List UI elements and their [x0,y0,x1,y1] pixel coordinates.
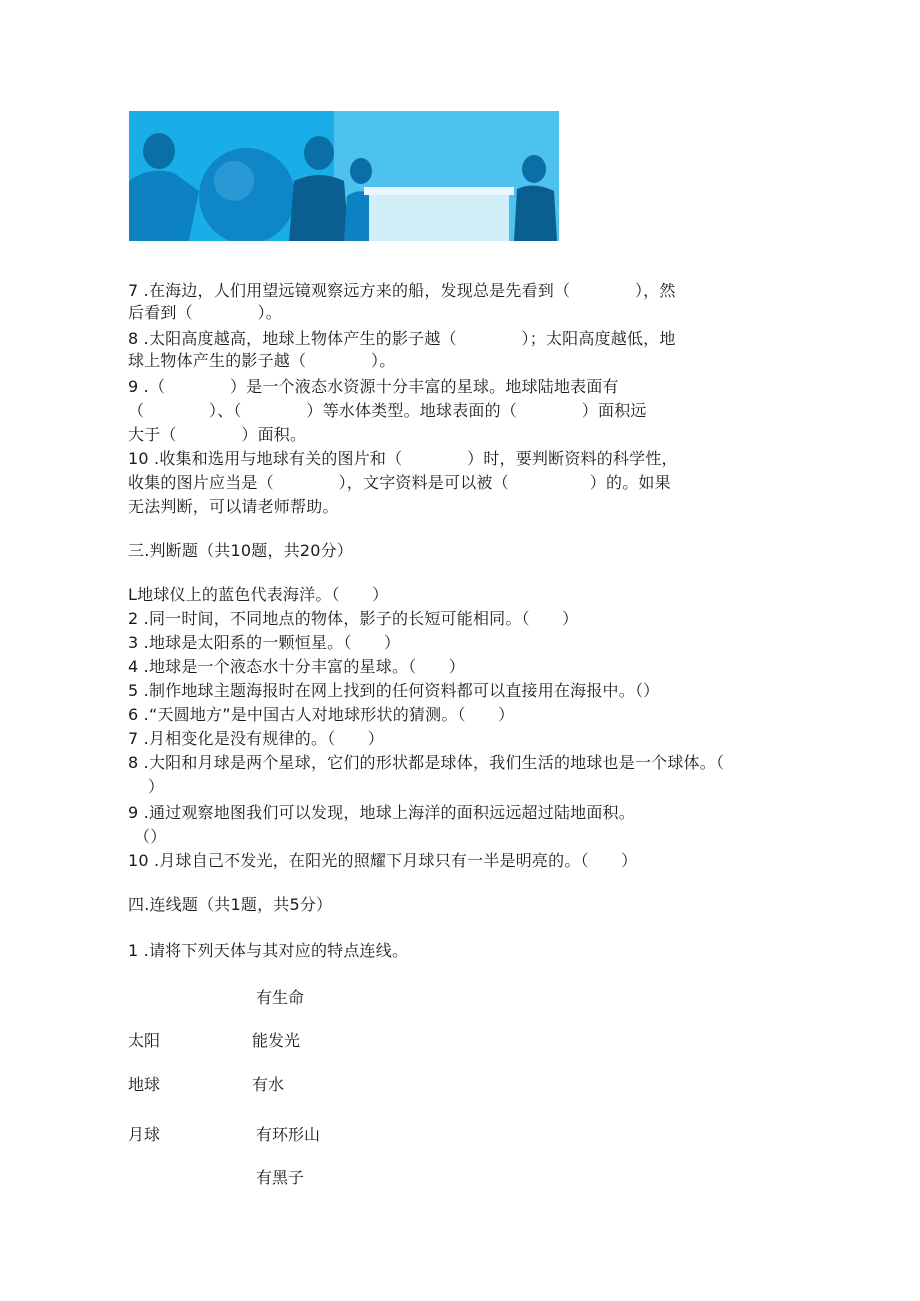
judge-item-10: 10 .月球自己不发光，在阳光的照耀下月球只有一半是明亮的。（ ） [128,851,638,870]
judge-item-6: 6 .“天圆地方”是中国古人对地球形状的猜测。（ ） [128,705,515,724]
q9-line-1: 9 .（ ）是一个液态水资源十分丰富的星球。地球陆地表面有 [128,377,619,396]
match-right-5: 有黑子 [256,1168,305,1187]
q10-line-3: 无法判断，可以请老师帮助。 [128,497,339,516]
q8-line-1: 8 .太阳高度越高，地球上物体产生的影子越（ ）；太阳高度越低，地 [128,329,676,348]
judge-item-5: 5 .制作地球主题海报时在网上找到的任何资料都可以直接用在海报中。（） [128,681,660,700]
match-right-2: 能发光 [252,1031,301,1050]
q9-line-2: （ ）、（ ）等水体类型。地球表面的（ ）面积远 [128,401,647,420]
q7-line-2: 后看到（ ）。 [128,303,283,322]
match-left-2: 地球 [128,1075,161,1094]
judge-item-2: 2 .同一时间，不同地点的物体，影子的长短可能相同。（ ） [128,609,579,628]
judge-item-7: 7 .月相变化是没有规律的。（ ） [128,729,384,748]
section-judge-heading: 三.判断题（共10题，共20分） [128,541,354,560]
judge-item-8-cont: ） [148,777,165,796]
q10-line-2: 收集的图片应当是（ ），文字资料是可以被（ ）的。如果 [128,473,671,492]
match-right-4: 有环形山 [256,1125,321,1144]
match-right-1: 有生命 [256,988,305,1007]
match-right-3: 有水 [252,1075,285,1094]
judge-item-9: 9 .通过观察地图我们可以发现，地球上海洋的面积远远超过陆地面积。 [128,803,635,822]
match-left-3: 月球 [128,1125,161,1144]
section-match-heading: 四.连线题（共1题，共5分） [128,895,333,914]
classroom-photo [129,111,559,241]
match-question: 1 .请将下列天体与其对应的特点连线。 [128,941,409,960]
q8-line-2: 球上物体产生的影子越（ ）。 [128,351,396,370]
judge-item-4: 4 .地球是一个液态水十分丰富的星球。（ ） [128,657,465,676]
q9-line-3: 大于（ ）面积。 [128,425,307,444]
match-left-1: 太阳 [128,1031,161,1050]
q10-line-1: 10 .收集和选用与地球有关的图片和（ ）时，要判断资料的科学性， [128,449,678,468]
q7-line-1: 7 .在海边，人们用望远镜观察远方来的船，发现总是先看到（ ），然 [128,281,676,300]
judge-item-8: 8 .大阳和月球是两个星球，它们的形状都是球体，我们生活的地球也是一个球体。（ [128,753,725,772]
judge-item-9-cont: （） [134,827,167,846]
judge-item-3: 3 .地球是太阳系的一颗恒星。（ ） [128,633,401,652]
judge-item-1: L地球仪上的蓝色代表海洋。（ ） [128,585,389,604]
